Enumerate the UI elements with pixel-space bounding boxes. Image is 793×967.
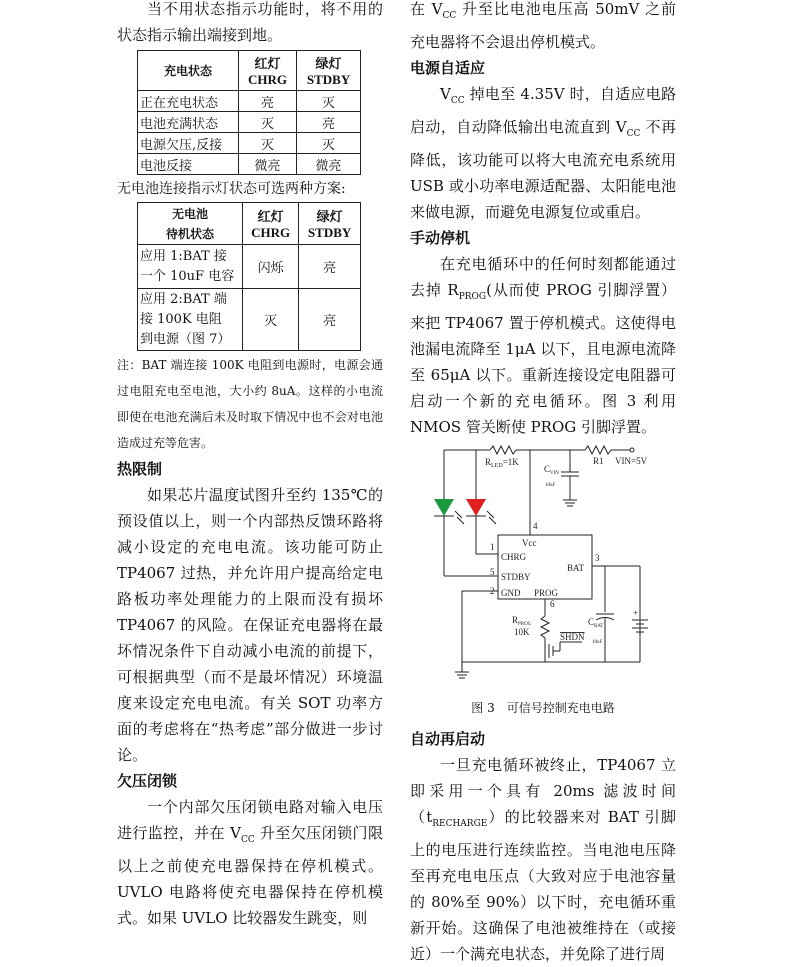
table-row: 电源欠压,反接 灭 灭 <box>138 133 361 154</box>
heading-auto-restart: 自动再启动 <box>410 730 486 748</box>
heading-adaptive: 电源自适应 <box>410 59 486 77</box>
svg-text:CHRG: CHRG <box>501 552 527 562</box>
cvin-label: $C_{VIN}$ <box>544 464 559 476</box>
svg-text:PROG: PROG <box>534 588 559 598</box>
shdn-label: SHDN <box>560 632 585 642</box>
svg-text:Vcc: Vcc <box>522 538 537 548</box>
figure-caption: 图 3 可信号控制充电电路 <box>471 701 615 715</box>
r1-label: R1 <box>593 456 604 466</box>
vin-label: VIN=5V <box>615 456 648 466</box>
cbat-label: $C_{BAT}$ <box>588 617 604 629</box>
r-led-label: $R_{LED}=1K$ <box>485 457 519 469</box>
svg-text:BAT: BAT <box>567 563 585 573</box>
continuation-paragraph: 在 $V_{CC}$ 升至比电池电压高 50mV 之前充电器将不会退出停机模式。 <box>410 0 676 51</box>
red-led-icon <box>466 499 486 516</box>
left-column <box>117 0 383 931</box>
svg-text:10uF: 10uF <box>592 640 603 645</box>
uvlo-paragraph: 一个内部欠压闭锁电路对输入电压进行监控，并在 $V_{CC}$ 升至欠压闭锁门限以上之前使充电器保持在停机模式。UVLO 电路将使充电器保持在停机模式。如果 UVLO 比较器发生跳变，则 <box>117 798 383 927</box>
table1-header-state: 充电状态 <box>138 51 239 91</box>
svg-text:10uF: 10uF <box>545 483 556 488</box>
svg-text:+: + <box>633 608 639 618</box>
heading-thermal: 热限制 <box>117 460 163 478</box>
adaptive-paragraph: $V_{CC}$ 掉电至 4.35V 时，自适应电路启动，自动降低输出电流直到 $V_{CC}$ 不再降低，该功能可以将大电流充电系统用 USB 或小功率电源适配器、太阳能电池来做电源，而避免电源复位或重启。 <box>410 85 676 221</box>
options-paragraph: 无电池连接指示灯状态可选两种方案: <box>117 181 346 197</box>
restart-paragraph: 一旦充电循环被终止，TP4067 立即采用一个具有 20ms 滤波时间$(t_{RECHARGE})$的比较器来对 BAT 引脚上的电压进行连续监控。当电池电压降至再充电电压点（大致对应于电池容量的 80%至 90%）以下时，充电循环重新开始。这确保了电池被维持在（或接近）一个满充电状态，并免除了进行周 <box>410 756 676 963</box>
svg-text:5: 5 <box>490 567 495 577</box>
heading-manual-shutdown: 手动停机 <box>410 229 471 247</box>
svg-text:1: 1 <box>490 542 495 552</box>
right-column <box>410 0 676 967</box>
thermal-paragraph: 如果芯片温度试图升至约 135℃的预设值以上，则一个内部热反馈环路将减小设定的充电电流。该功能可防止TP4067 过热，并允许用户提高给定电路板功率处理能力的上限而没有损坏TP4067 的风险。在保证充电器将在最坏情况条件下自动减小电流的前提下，可根据典型（而不是最坏情况）环境温度来设定充电电流。有关 SOT 功率方面的考虑将在“热考虑”部分做进一步讨论。 <box>117 486 383 764</box>
manual-paragraph: 在充电循环中的任何时刻都能通过去掉 $R_{PROG}$(从而使 PROG 引脚浮置）来把 TP4067 置于停机模式。这使得电池漏电流降至 1μA 以下，且电源电流降至 65μA 以下。重新连接设定电阻器可启动一个新的充电循环。图 3 利用 NMOS 管关断使 PROG 引脚浮置。 <box>410 255 677 436</box>
table-row: 应用 1:BAT 接 一个 10uF 电容 闪烁 亮 <box>138 245 361 289</box>
svg-text:GND: GND <box>501 588 521 598</box>
heading-uvlo: 欠压闭锁 <box>117 772 178 790</box>
table-row: 应用 2:BAT 端 接 100K 电阻 到电源（图 7） 灭 亮 <box>138 289 361 351</box>
no-battery-table: 无电池 待机状态 红灯 CHRG 绿灯 STDBY 应用 1:BAT 接 一个 10uF 电容 闪烁 亮 应用 2:BAT 端 接 100K 电阻 到电源（图 7） 灭 亮 <box>137 202 361 351</box>
svg-text:STDBY: STDBY <box>501 572 531 582</box>
svg-text:10K: 10K <box>514 627 530 637</box>
svg-text:2: 2 <box>490 586 495 596</box>
table-row: 电池充满状态 灭 亮 <box>138 112 361 133</box>
green-led-icon <box>434 499 454 516</box>
led-status-table <box>137 50 361 175</box>
svg-text:3: 3 <box>595 553 600 563</box>
rprog-label: $R_{PROG}$ <box>512 615 532 627</box>
svg-text:6: 6 <box>550 599 555 609</box>
table1-header-green: 绿灯 STDBY <box>297 51 361 91</box>
note-paragraph: 注：BAT 端连接 100K 电阻到电源时，电源会通过电阻充电至电池，大小约 8uA。这样的小电流即使在电池充满后未及时取下情况中也不会对电池造成过充等危害。 <box>117 358 383 450</box>
intro-paragraph: 当不用状态指示功能时，将不用的状态指示输出端接到地。 <box>117 0 383 44</box>
circuit-diagram <box>410 444 676 696</box>
table-row: 正在充电状态 亮 灭 <box>138 91 361 112</box>
table-row: 电池反接 微亮 微亮 <box>138 154 361 175</box>
table1-header-red: 红灯 CHRG <box>239 51 297 91</box>
svg-text:4: 4 <box>533 521 538 531</box>
